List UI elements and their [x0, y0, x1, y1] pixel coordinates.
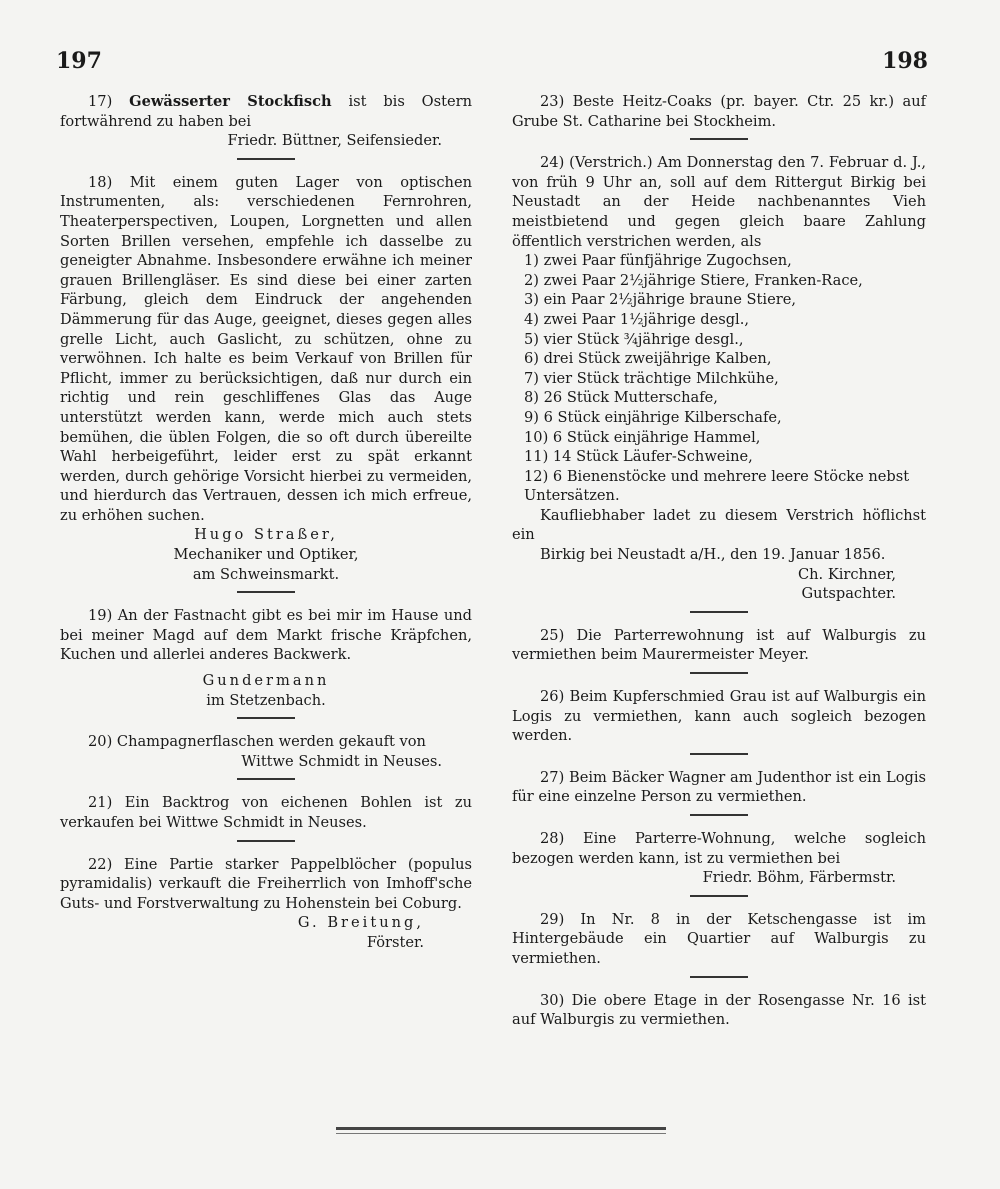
notice-21-text: 21) Ein Backtrog von eichenen Bohlen ist zu verkaufen bei Wittwe Schmidt in Neuses.: [60, 794, 472, 831]
separator-rule: [237, 778, 295, 780]
notice-22: [60, 855, 472, 953]
notice-17-number: 17): [88, 93, 113, 110]
separator-rule: [690, 895, 748, 897]
separator-rule: [690, 814, 748, 816]
list-item: 3) ein Paar 2½jährige braune Stiere,: [524, 291, 796, 309]
notice-18-signature-address: am Schweinsmarkt.: [192, 565, 340, 583]
notice-19-signature-name: Gundermann: [202, 672, 330, 690]
notice-20-signature: Wittwe Schmidt in Neuses.: [241, 752, 442, 770]
notice-17-signature: Friedr. Büttner, Seifensieder.: [227, 132, 442, 150]
separator-rule: [237, 591, 295, 593]
notice-24-outro: Kaufliebhaber ladet zu diesem Verstrich höflichst ein: [512, 506, 926, 544]
separator-rule: [690, 138, 748, 140]
bottom-rule: [336, 1127, 666, 1130]
notice-20: [60, 732, 472, 771]
notice-17: [60, 92, 472, 151]
list-item: 7) vier Stück trächtige Milchkühe,: [524, 369, 779, 387]
notice-27: [512, 768, 926, 807]
notice-17-text: ist bis Ostern fortwährend zu haben bei: [60, 93, 472, 130]
separator-rule: [690, 976, 748, 978]
notice-28-signature: Friedr. Böhm, Färbermstr.: [702, 869, 896, 887]
notice-24-signature-title: Gutspachter.: [801, 585, 896, 603]
notice-19-signature-address: im Stetzenbach.: [206, 691, 326, 709]
livestock-list: [512, 251, 926, 506]
notice-24-place-date: Birkig bei Neustadt a/H., den 19. Januar 1856.: [540, 546, 886, 564]
notice-24: [512, 153, 926, 604]
bottom-rule-thin: [336, 1133, 666, 1134]
notice-18-text: 18) Mit einem guten Lager von optischen Instrumenten, als: verschiedenen Fernrohren, Theaterperspectiven, Loupen, Lorgnetten und allen Sorten Brillen versehen, empfehle ich dasselbe zu geneigter Abnahme. Insbesondere erwähne ich meiner grauen Brillengläser. Es sind diese bei einer zarten Färbung, gleich dem Eindruck der angehenden Dämmerung für das Auge, geeignet, dieses gegen alles grelle Licht, auch Gaslicht, zu schützen, ohne zu verwöhnen. Ich halte es beim Verkauf von Brillen für Pflicht, immer zu berücksichtigen, daß nur durch ein richtig und rein geschliffenes Glas das Auge unterstützt werden kann, werde mich auch stets bemühen, die üblen Folgen, die so oft durch übereilte Wahl herbeigeführt, leider erst zu spät erkannt werden, durch gehörige Vorsicht hierbei zu vermeiden, und hierdurch das Vertrauen, dessen ich mich erfreue, zu erhöhen suchen.: [60, 173, 472, 524]
separator-rule: [237, 717, 295, 719]
list-item: 10) 6 Stück einjährige Hammel,: [524, 428, 761, 446]
right-column: [512, 92, 926, 1030]
list-item: 8) 26 Stück Mutterschafe,: [524, 389, 718, 407]
notice-26-text: 26) Beim Kupferschmied Grau ist auf Walburgis ein Logis zu vermiethen, kann auch sogleich bezogen werden.: [512, 688, 926, 745]
notice-18-signature-title: Mechaniker und Optiker,: [173, 546, 359, 564]
separator-rule: [237, 158, 295, 160]
notice-29: [512, 910, 926, 969]
notice-20-text: 20) Champagnerflaschen werden gekauft von: [88, 733, 426, 751]
list-item: 11) 14 Stück Läufer-Schweine,: [524, 448, 753, 466]
notice-24-signature-name: Ch. Kirchner,: [797, 565, 896, 583]
notice-24-intro: 24) (Verstrich.) Am Donnerstag den 7. Februar d. J., von früh 9 Uhr an, soll auf dem Rittergut Birkig bei Neustadt an der Heide nachbenanntes Vieh meistbietend und gegen gleich baare Zahlung öffentlich verstrichen werden, als: [512, 154, 926, 250]
list-item: 2) zwei Paar 2½jährige Stiere, Franken-Race,: [524, 271, 863, 289]
separator-rule: [690, 611, 748, 613]
notice-18-signature-name: Hugo Straßer,: [194, 526, 338, 544]
notice-17-title: Gewässerter Stockfisch: [129, 93, 332, 110]
list-item: 12) 6 Bienenstöcke und mehrere leere Stöcke nebst Untersätzen.: [524, 467, 910, 505]
notice-25: [512, 626, 926, 665]
list-item: 1) zwei Paar fünfjährige Zugochsen,: [524, 252, 792, 270]
notice-30-text: 30) Die obere Etage in der Rosengasse Nr. 16 ist auf Walburgis zu vermiethen.: [512, 991, 926, 1029]
separator-rule: [237, 840, 295, 842]
separator-rule: [690, 672, 748, 674]
list-item: 9) 6 Stück einjährige Kilberschafe,: [524, 408, 782, 426]
notice-23-text: 23) Beste Heitz-Coaks (pr. bayer. Ctr. 25 kr.) auf Grube St. Catharine bei Stockheim.: [512, 93, 926, 130]
notice-27-text: 27) Beim Bäcker Wagner am Judenthor ist ein Logis für eine einzelne Person zu vermiethen.: [512, 768, 926, 806]
separator-rule: [690, 753, 748, 755]
notice-23: [512, 92, 926, 131]
notice-28-text: 28) Eine Parterre-Wohnung, welche sogleich bezogen werden kann, ist zu vermiethen bei: [512, 830, 926, 867]
notice-21: [60, 793, 472, 832]
notice-30: [512, 991, 926, 1030]
notice-25-text: 25) Die Parterrewohnung ist auf Walburgis zu vermiethen beim Maurermeister Meyer.: [512, 626, 926, 664]
page-number-right: 198: [882, 48, 928, 74]
list-item: 6) drei Stück zweijährige Kalben,: [524, 350, 772, 368]
notice-22-text: 22) Eine Partie starker Pappelblöcher (populus pyramidalis) verkauft die Freiherrlich von Imhoff'sche Guts- und Forstverwaltung zu Hohenstein bei Coburg.: [60, 855, 472, 912]
notice-28: [512, 829, 926, 888]
notice-18: [60, 173, 472, 584]
left-column: [60, 92, 472, 953]
list-item: 5) vier Stück ¾jährige desgl.,: [524, 330, 744, 348]
notice-19: [60, 606, 472, 710]
notice-19-text: 19) An der Fastnacht gibt es bei mir im Hause und bei meiner Magd auf dem Markt frische Kräpfchen, Kuchen und allerlei anderes Backwerk.: [60, 607, 472, 664]
notice-22-signature-name: G. Breitung,: [297, 914, 424, 932]
notice-22-signature-title: Förster.: [366, 933, 424, 951]
notice-26: [512, 687, 926, 746]
list-item: 4) zwei Paar 1½jährige desgl.,: [524, 310, 749, 328]
page-number-left: 197: [56, 48, 102, 74]
notice-29-text: 29) In Nr. 8 in der Ketschengasse ist im Hintergebäude ein Quartier auf Walburgis zu vermiethen.: [512, 910, 926, 967]
